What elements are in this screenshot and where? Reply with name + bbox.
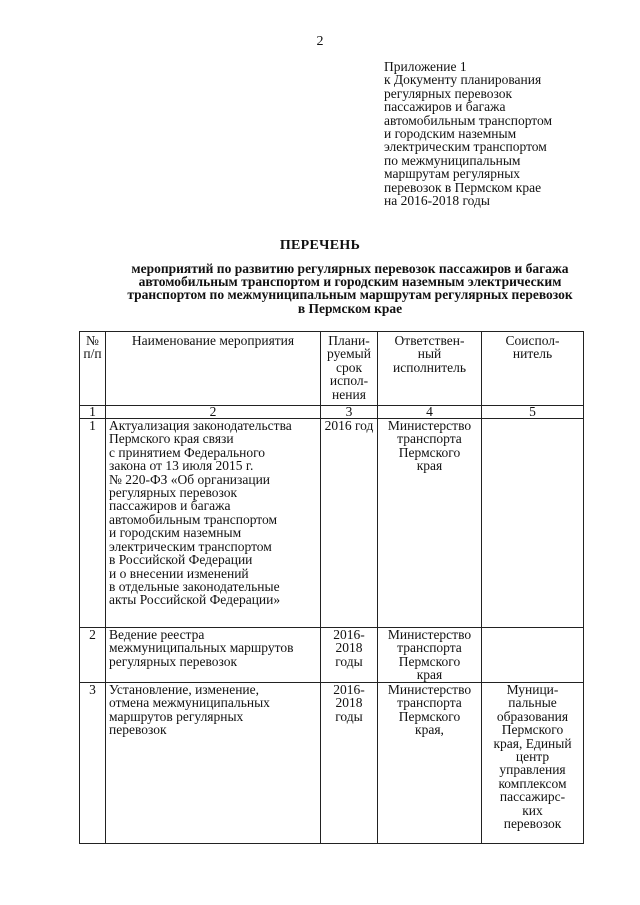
column-number: 3 xyxy=(321,406,378,419)
table-row xyxy=(80,683,584,844)
subtitle-line: в Пермском крае xyxy=(297,300,403,316)
row-co-executors xyxy=(482,419,584,628)
row-responsible: Министерство транспорта Пермского края xyxy=(378,628,482,683)
annex-line: маршрутам регулярных xyxy=(384,166,521,182)
annex-line: электрическим транспортом xyxy=(384,139,547,155)
annex-line: перевозок в Пермском крае xyxy=(384,179,542,195)
annex-line: к Документу планирования xyxy=(384,72,542,88)
row-co-executors xyxy=(482,628,584,683)
table-row xyxy=(80,419,584,628)
row-num: 1 xyxy=(80,419,106,628)
annex-line: на 2016-2018 годы xyxy=(384,193,490,209)
row-name: Ведение реестра межмуниципальных маршрутов регулярных перевозок xyxy=(106,628,321,683)
table-row xyxy=(80,628,584,683)
header-term: Плани- руемый срок испол- нения xyxy=(321,332,378,406)
row-num: 2 xyxy=(80,628,106,683)
annex-line: пассажиров и багажа xyxy=(384,99,506,115)
column-number: 5 xyxy=(482,406,584,419)
row-term: 2016- 2018 годы xyxy=(321,683,378,844)
column-number: 4 xyxy=(378,406,482,419)
annex-block xyxy=(384,60,624,207)
header-co-executors: Соиспол- нитель xyxy=(482,332,584,406)
row-num: 3 xyxy=(80,683,106,844)
header-num: № п/п xyxy=(80,332,106,406)
column-number-row xyxy=(80,406,584,419)
row-name: Установление, изменение, отмена межмуниципальных маршрутов регулярных перевозок xyxy=(106,683,321,844)
row-term: 2016- 2018 годы xyxy=(321,628,378,683)
subtitle-line: автомобильным транспортом и городским наземным электрическим xyxy=(138,274,562,290)
table-header-row xyxy=(80,332,584,406)
column-number: 2 xyxy=(106,406,321,419)
row-term: 2016 год xyxy=(321,419,378,628)
row-responsible: Министерство транспорта Пермского края xyxy=(378,419,482,628)
header-responsible: Ответствен- ный исполнитель xyxy=(378,332,482,406)
column-number: 1 xyxy=(80,406,106,419)
annex-line: Приложение 1 xyxy=(384,59,467,74)
row-name: Актуализация законодательства Пермского края связи с принятием Федерального закона от 13 июля 2015 г. № 220-ФЗ «Об организации регулярных перевозок пассажиров и багажа автомобильным транспортом и городским наземным электрическим транспортом в Российской Федерации и о внесении изменений в отдельные законодательные акты Российской Федерации» xyxy=(106,419,321,628)
annex-line: и городским наземным xyxy=(384,126,517,142)
annex-line: автомобильным транспортом xyxy=(384,112,553,128)
document-subtitle xyxy=(60,262,640,315)
subtitle-line: мероприятий по развитию регулярных перевозок пассажиров и багажа xyxy=(131,261,569,276)
measures-table xyxy=(79,331,584,844)
annex-line: по межмуниципальным xyxy=(384,152,521,168)
row-responsible: Министерство транспорта Пермского края, xyxy=(378,683,482,844)
annex-line: регулярных перевозок xyxy=(384,85,513,101)
header-name: Наименование мероприятия xyxy=(106,332,321,406)
page-number: 2 xyxy=(316,34,324,49)
document-title: ПЕРЕЧЕНЬ xyxy=(279,238,361,253)
row-co-executors: Муници- пальные образования Пермского края, Единый центр управления комплексом пассажирс- ких перевозок xyxy=(482,683,584,844)
subtitle-line: транспортом по межмуниципальным маршрутам регулярных перевозок xyxy=(127,287,573,303)
